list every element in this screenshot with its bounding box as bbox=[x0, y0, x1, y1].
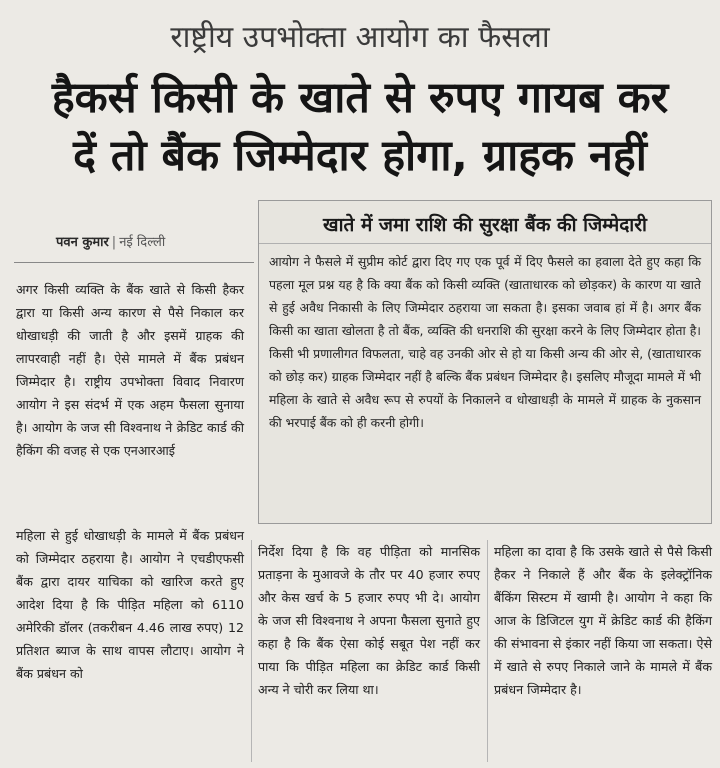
headline-line-2: दें तो बैंक जिम्मेदार होगा, ग्राहक नहीं bbox=[73, 131, 647, 181]
column-divider-2 bbox=[487, 540, 488, 762]
byline bbox=[56, 232, 165, 250]
headline-line-1: हैकर्स किसी के खाते से रुपए गायब कर bbox=[51, 73, 669, 123]
byline-author: पवन कुमार bbox=[56, 235, 109, 250]
sidebar-box-title: खाते में जमा राशि की सुरक्षा बैंक की जिम्मेदारी bbox=[259, 201, 711, 244]
byline-separator: | bbox=[111, 235, 117, 250]
column-1-bottom-text: महिला से हुई धोखाधड़ी के मामले में बैंक प्रबंधन को जिम्मेदार ठहराया है। आयोग ने एचडीएफसी बैंक द्वारा दायर याचिका को खारिज करते हुए आदेश दिया है कि पीड़ित महिला को 6110 अमेरिकी डॉलर (तकरीबन 4.46 लाख रुपए) 12 प्रतिशत ब्याज के साथ वापस लौटाए। आयोग ने बैंक प्रबंधन को bbox=[16, 528, 244, 681]
column-2-text: निर्देश दिया है कि वह पीड़िता को मानसिक प्रताड़ना के मुआवजे के तौर पर 40 हजार रुपए और केस खर्च के 5 हजार रुपए भी दे। आयोग के जज सी विश्वनाथ ने अपना फैसला सुनाते हुए कहा है कि बैंक ऐसा कोई सबूत पेश नहीं कर पाया कि पीड़ित महिला का क्रेडिट कार्ड किसी अन्य ने चोरी कर लिया था। bbox=[258, 544, 480, 697]
sidebar-box-body: आयोग ने फैसले में सुप्रीम कोर्ट द्वारा दिए गए एक पूर्व में दिए फैसले का हवाला देते हुए कहा कि पहला मूल प्रश्न यह है कि क्या बैंक को किसी व्यक्ति (खाताधारक को छोड़कर) के कारण या खाते से हुई अवैध निकासी के लिए जिम्मेदार ठहराया जा सकता है। इसका जवाब हां में है। अगर बैंक किसी का खाता खोलता है तो बैंक, व्यक्ति की धनराशि की सुरक्षा करने के लिए जिम्मेदार होता है। किसी भी प्रणालीगत विफलता, चाहे वह उनकी ओर से हो या किसी अन्य की ओर से, (खाताधारक को छोड़ कर) ग्राहक जिम्मेदार नहीं है बल्कि बैंक प्रबंधन जिम्मेदार है। इसलिए मौजूदा मामले में भी महिला के खाते से अवैध रूप से रुपयों के निकालने व धोखाधड़ी के मामले में ग्राहक के नुकसान की भरपाई बैंक को ही करनी होगी। bbox=[269, 254, 701, 430]
headline-kicker: राष्ट्रीय उपभोक्ता आयोग का फैसला bbox=[170, 20, 550, 55]
byline-place: नई दिल्ली bbox=[119, 235, 166, 250]
column-1-top-text: अगर किसी व्यक्ति के बैंक खाते से किसी हैकर द्वारा या किसी अन्य कारण से पैसे निकाल कर धोखाधड़ी की जाती है और इसमें ग्राहक की लापरवाही नहीं है। ऐसे मामले में बैंक प्रबंधन जिम्मेदार है। राष्ट्रीय उपभोक्ता विवाद निवारण आयोग ने इस संदर्भ में एक अहम फैसला सुनाया है। आयोग के जज सी विश्वनाथ ने क्रेडिट कार्ड की हैकिंग की वजह से एक एनआरआई bbox=[16, 282, 244, 458]
sidebar-box bbox=[258, 200, 712, 524]
column-divider-1 bbox=[251, 540, 252, 762]
byline-rule bbox=[14, 262, 254, 263]
column-3-text: महिला का दावा है कि उसके खाते से पैसे किसी हैकर ने निकाले हैं और बैंक के इलेक्ट्रॉनिक बैंकिंग सिस्टम में खामी है। आयोग ने कहा कि आज के डिजिटल युग में क्रेडिट कार्ड की हैकिंग की संभावना से इंकार नहीं किया जा सकता। ऐसे में खाते से रुपए निकाले जाने के मामले में बैंक प्रबंधन जिम्मेदार है। bbox=[494, 544, 712, 697]
